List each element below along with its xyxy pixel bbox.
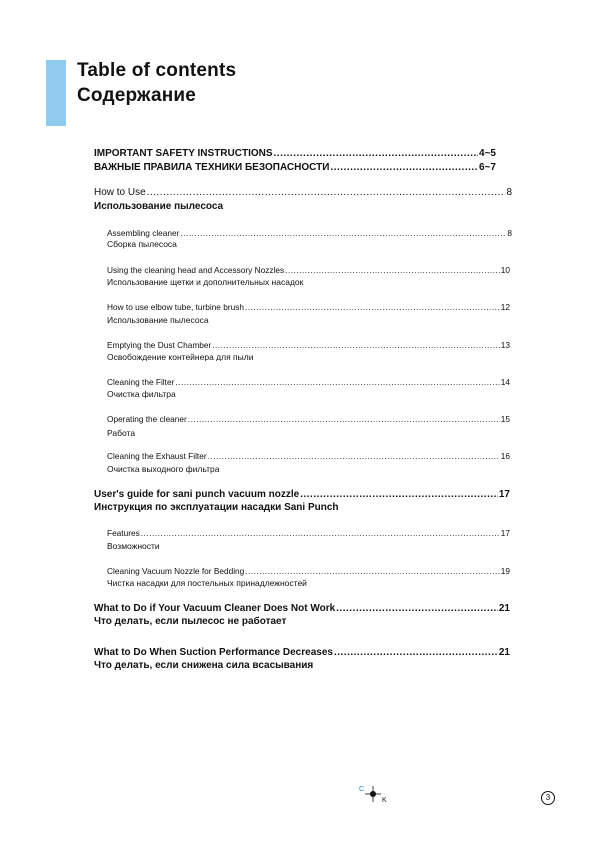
toc-entry-sani-punch[interactable]: User's guide for sani punch vacuum nozzle ..... 17 [94,489,510,500]
toc-entry-ru-label: Использование пылесоса [94,201,224,212]
toc-entry-ru-label: Освобождение контейнера для пыли [107,352,254,361]
toc-entry-safety-ru[interactable]: ВАЖНЫЕ ПРАВИЛА ТЕХНИКИ БЕЗОПАСНОСТИ ..... 6~7 [94,162,496,173]
toc-entry-ru-label: Работа [107,428,136,438]
toc-entry-ru-label: Возможности [107,541,160,551]
toc-entry-dust-chamber[interactable]: Emptying the Dust Chamber ..... 13 [107,340,510,350]
toc-entry-exhaust-filter[interactable]: Cleaning the Exhaust Filter ..... 16 [107,451,510,461]
crop-mark-c: C [359,786,365,793]
toc-entry-ru-label: Чистка насадки для постельных принадлежностей [107,578,307,588]
toc-entry-filter[interactable]: Cleaning the Filter ..... 14 [107,377,510,387]
toc-entry-ru-label: Использование пылесоса [107,315,209,325]
toc-entry-suction-decreases[interactable]: What to Do When Suction Performance Decreases ..... 21 [94,647,510,658]
toc-entry-ru-label: Сборка пылесоса [107,239,177,249]
toc-entry-cleaning-head[interactable]: Using the cleaning head and Accessory Nozzles ..... 10 [107,265,510,275]
toc-entry-bedding-nozzle[interactable]: Cleaning Vacuum Nozzle for Bedding ..... 19 [107,566,510,576]
registration-mark-icon [365,786,381,802]
toc-entry-elbow-tube[interactable]: How to use elbow tube, turbine brush ..... 12 [107,302,510,312]
toc-entry-ru-label: Инструкция по эксплуатации насадки Sani Punch [94,502,339,513]
page-number: 3 [541,791,555,805]
toc-entry-how-to-use[interactable]: How to Use ..... 8 [94,187,512,198]
toc-entry-ru-label: Что делать, если снижена сила всасывания [94,660,314,671]
toc-entry-features[interactable]: Features ..... 17 [107,528,510,537]
toc-entry-operating[interactable]: Operating the cleaner ..... 15 [107,414,510,424]
toc-entry-ru-label: Что делать, если пылесос не работает [94,616,287,627]
page-title-en: Table of contents [77,60,237,81]
crop-mark-k: K [382,797,387,804]
toc-entry-safety[interactable]: IMPORTANT SAFETY INSTRUCTIONS ..... 4~5 [94,148,496,159]
toc-entry-does-not-work[interactable]: What to Do if Your Vacuum Cleaner Does Not Work ..... 21 [94,603,510,614]
toc-entry-ru-label: Очистка выходного фильтра [107,464,220,474]
toc-entry-assembling[interactable]: Assembling cleaner ..... 8 [107,228,512,238]
page-title-ru: Содержание [77,85,197,106]
toc-entry-ru-label: Использование щетки и дополнительных насадок [107,277,304,287]
toc-entry-ru-label: Очистка фильтра [107,389,176,399]
